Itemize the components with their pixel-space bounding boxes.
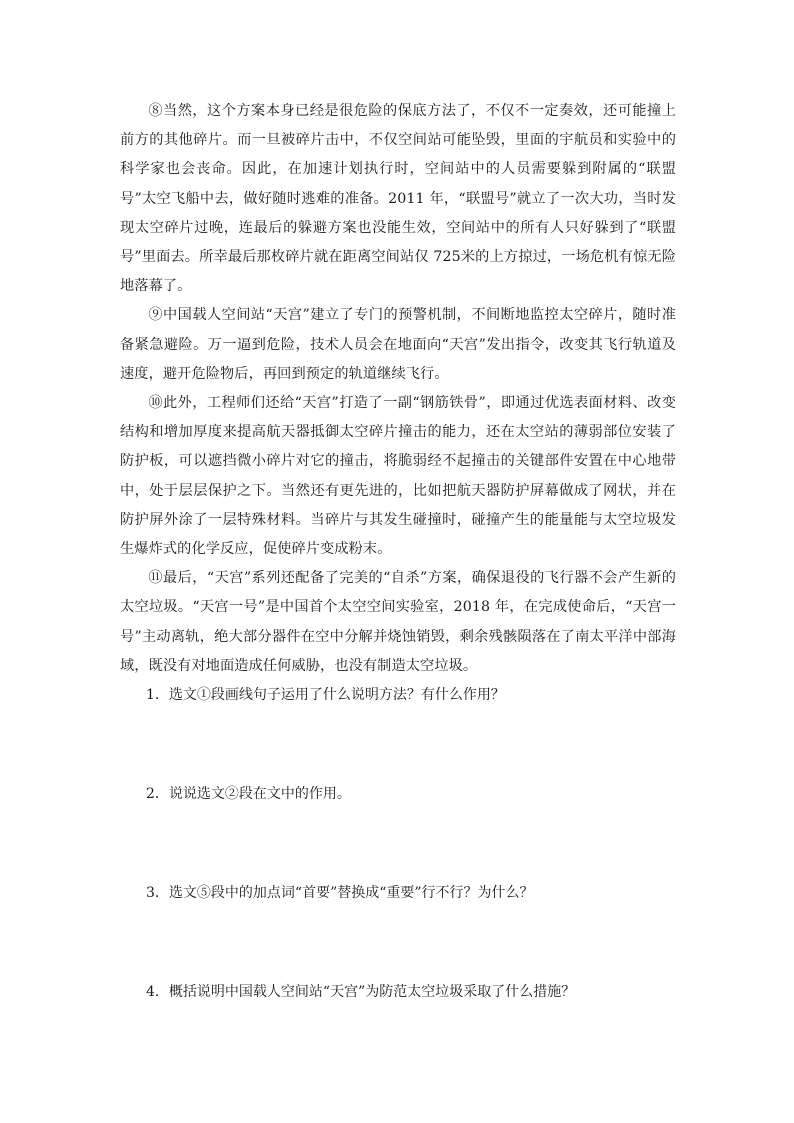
document-content [120,97,676,1007]
question-4: 4．概括说明中国载人空间站“天宫”为防范太空垃圾采取了什么措施？ [146,984,576,1001]
question-3: 3．选文⑤段中的加点词“首要”替换成“重要”行不行？为什么？ [146,885,534,902]
paragraph-10: ⑩此外，工程师们还给“天宫”打造了一副“钢筋铁骨”，即通过优选表面材料、改变结构和增加厚度来提高航天器抵御太空碎片撞击的能力，还在太空站的薄弱部位安装了防护板，可以遮挡微小碎片对它的撞击，将脆弱经不起撞击的关键部件安置在中心地带中，处于层层保护之下。当然还有更先进的，比如把航天器防护屏幕做成了网状，并在防护屏外涂了一层特殊材料。当碎片与其发生碰撞时，碰撞产生的能量能与太空垃圾发生爆炸式的化学反应，促使碎片变成粉末。 [120,395,676,558]
paragraph-9: ⑨中国载人空间站“天宫”建立了专门的预警机制，不间断地监控太空碎片，随时准备紧急避险。万一逼到危险，技术人员会在地面向“天宫”发出指令，改变其飞行轨道及速度，避开危险物后，再回到预定的轨道继续飞行。 [120,307,676,382]
answer-space-3 [120,908,676,978]
paragraph-11: ⑪最后，“天宫”系列还配备了完美的“自杀”方案，确保退役的飞行器不会产生新的太空垃圾。“天宫一号”是中国首个太空空间实验室，2018 年，在完成使命后，“天宫一号”主动离轨，绝大部分器件在空中分解并烧蚀销毁，剩余残骸陨落在了南太平洋中部海域，既没有对地面造成任何威胁，也没有制造太空垃圾。 [120,570,676,674]
question-1: 1．选文①段画线句子运用了什么说明方法？有什么作用？ [146,687,505,704]
answer-space-2 [120,809,676,879]
question-2: 2．说说选文②段在文中的作用。 [146,786,351,803]
paragraph-8: ⑧当然，这个方案本身已经是很危险的保底方法了，不仅不一定奏效，还可能撞上前方的其他碎片。而一旦被碎片击中，不仅空间站可能坠毁，里面的宇航员和实验中的科学家也会丧命。因此，在加速计划执行时，空间站中的人员需要躲到附属的“联盟号”太空飞船中去，做好随时逃难的准备。2011 年，“联盟号”就立了一次大功，当时发现太空碎片过晚，连最后的躲避方案也没能生效，空间站中的所有人只好躲到了“联盟号”里面去。所幸最后那枚碎片就在距离空间站仅 725米的上方掠过，一场危机有惊无险地落幕了。 [120,103,676,295]
answer-space-1 [120,710,676,780]
